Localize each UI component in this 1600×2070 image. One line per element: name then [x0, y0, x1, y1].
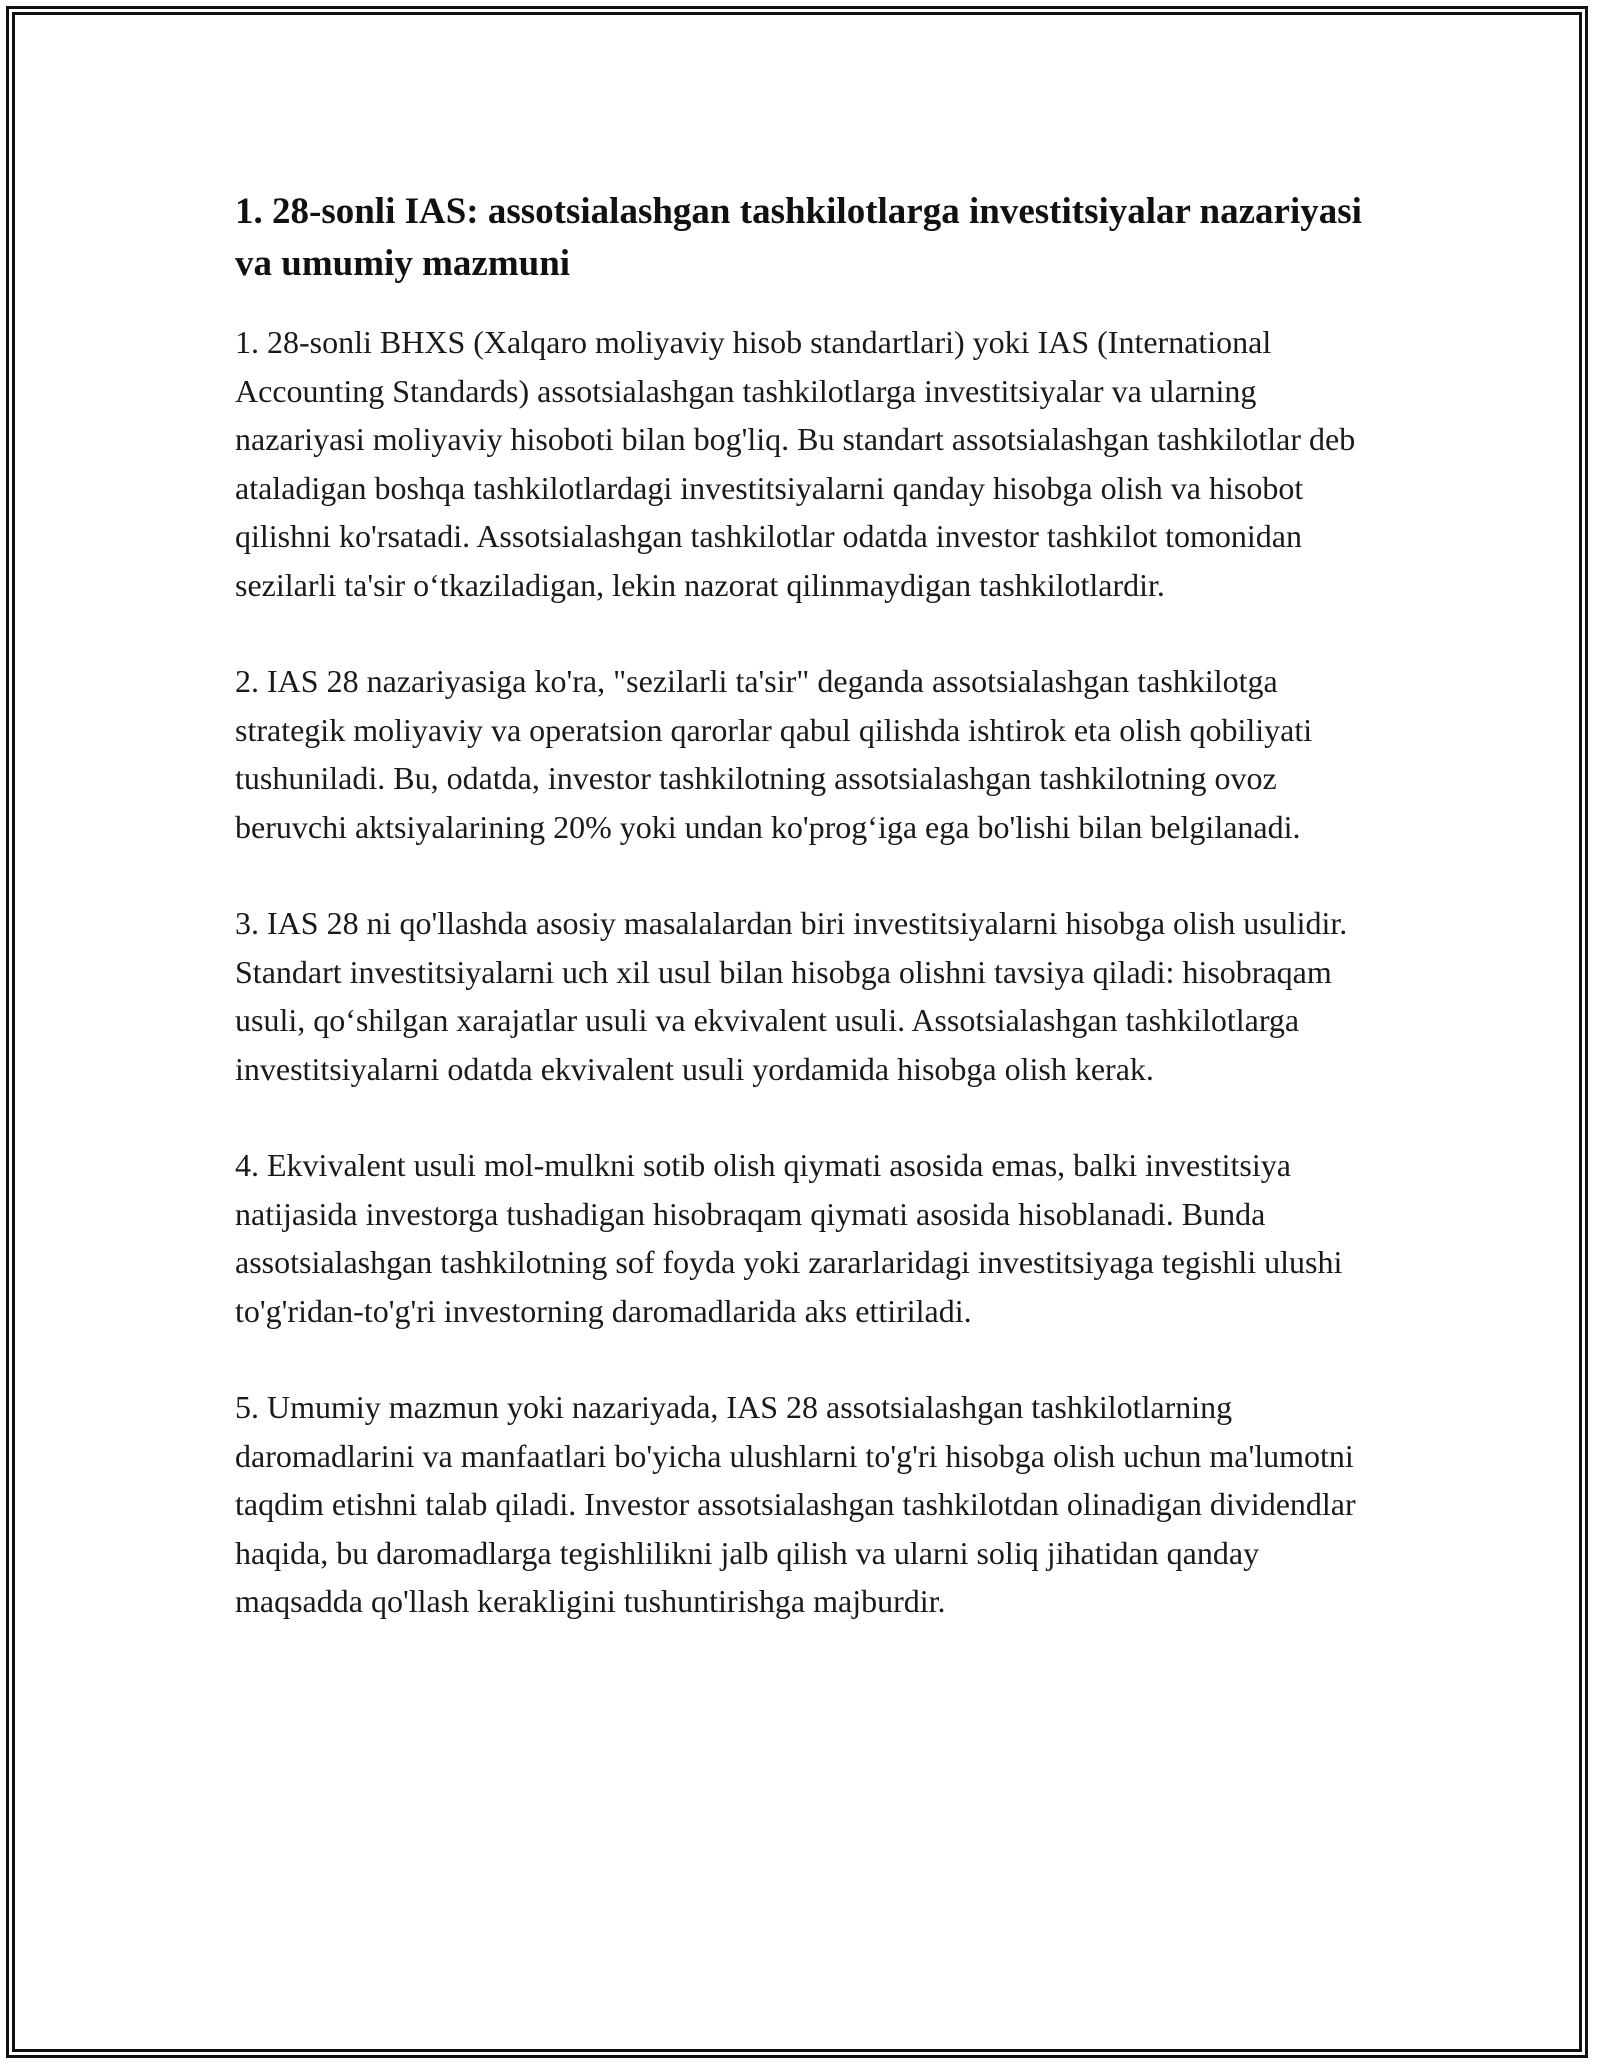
document-body: [235, 186, 1375, 1674]
paragraph-4: 4. Ekvivalent usuli mol-mulkni sotib olish qiymati asosida emas, balki investitsiya natijasida investorga tushadigan hisobraqam qiymati asosida hisoblanadi. Bunda assotsialashgan tashkilotning sof foyda yoki zararlaridagi investitsiyaga tegishli ulushi to'g'ridan-to'g'ri investorning daromadlarida aks ettiriladi.: [235, 1147, 1343, 1329]
paragraph-1: 1. 28-sonli BHXS (Xalqaro moliyaviy hisob standartlari) yoki IAS (International Accounting Standards) assotsialashgan tashkilotlarga investitsiyalar va ularning nazariyasi moliyaviy hisoboti bilan bog'liq. Bu standart assotsialashgan tashkilotlar deb ataladigan boshqa tashkilotlardagi investitsiyalarni qanday hisobga olish va hisobot qilishni ko'rsatadi. Assotsialashgan tashkilotlar odatda investor tashkilot tomonidan sezilarli ta'sir oʻtkaziladigan, lekin nazorat qilinmaydigan tashkilotlardir.: [235, 324, 1356, 603]
paragraph-5: 5. Umumiy mazmun yoki nazariyada, IAS 28 assotsialashgan tashkilotlarning daromadlarini va manfaatlari bo'yicha ulushlarni to'g'ri hisobga olish uchun ma'lumotni taqdim etishni talab qiladi. Investor assotsialashgan tashkilotdan olinadigan dividendlar haqida, bu daromadlarga tegishlilikni jalb qilish va ularni soliq jihatidan qanday maqsadda qo'llash kerakligini tushuntirishga majburdir.: [235, 1389, 1356, 1619]
paragraph-3: 3. IAS 28 ni qo'llashda asosiy masalalardan biri investitsiyalarni hisobga olish usulidir. Standart investitsiyalarni uch xil usul bilan hisobga olishni tavsiya qiladi: hisobraqam usuli, qoʻshilgan xarajatlar usuli va ekvivalent usuli. Assotsialashgan tashkilotlarga investitsiyalarni odatda ekvivalent usuli yordamida hisobga olish kerak.: [235, 905, 1348, 1087]
document-title: 1. 28-sonli IAS: assotsialashgan tashkilotlarga investitsiyalar nazariyasi va umumiy mazmuni: [235, 191, 1362, 284]
paragraph-2: 2. IAS 28 nazariyasiga ko'ra, "sezilarli ta'sir" deganda assotsialashgan tashkilotga strategik moliyaviy va operatsion qarorlar qabul qilishda ishtirok eta olish qobiliyati tushuniladi. Bu, odatda, investor tashkilotning assotsialashgan tashkilotning ovoz beruvchi aktsiyalarining 20% yoki undan ko'progʻiga ega bo'lishi bilan belgilanadi.: [235, 663, 1313, 845]
